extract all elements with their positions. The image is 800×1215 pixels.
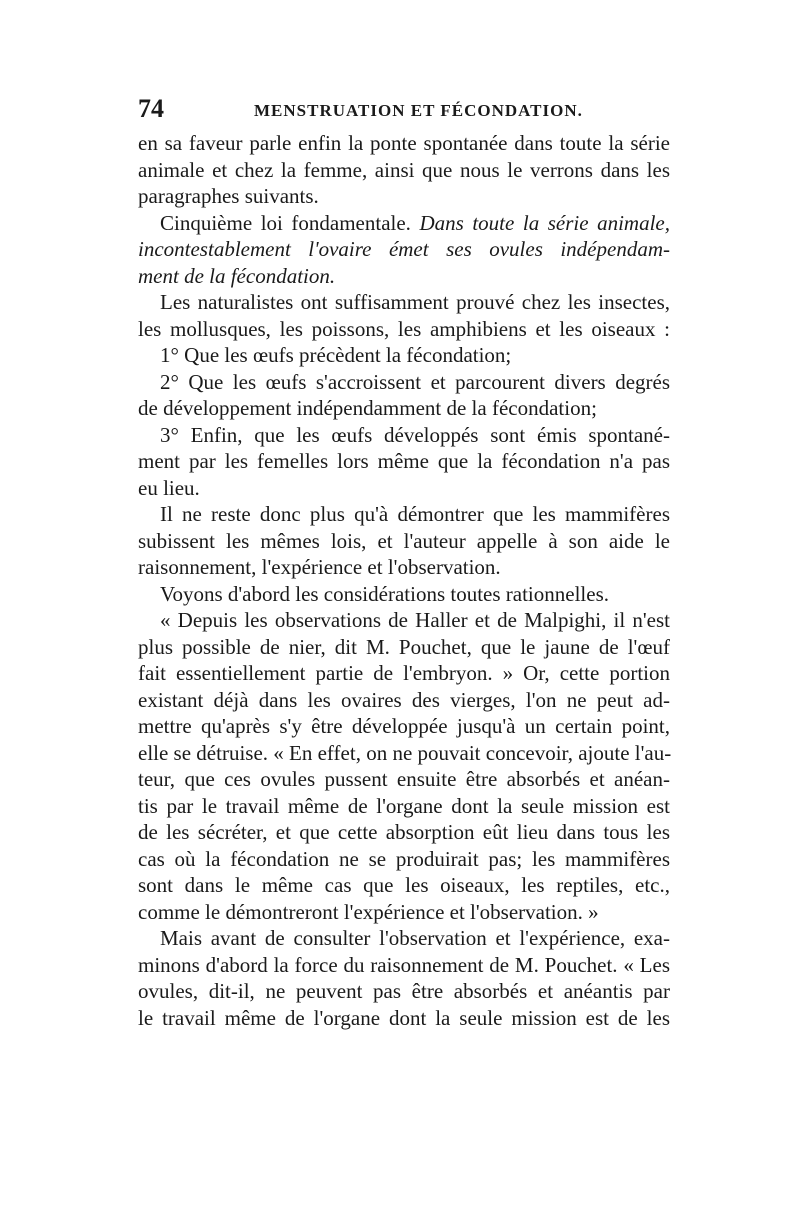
text-line-content: fait essentiellement partie de l'embryon. » Or, cette portion xyxy=(138,661,670,685)
page-header xyxy=(138,94,670,124)
text-line-content: subissent les mêmes lois, et l'auteur appelle à son aide le xyxy=(138,528,670,553)
text-line-content: les mollusques, les poissons, les amphibiens et les oiseaux : xyxy=(138,316,670,341)
text-line xyxy=(138,501,670,528)
text-line-content: le travail même de l'organe dont la seule mission est de les xyxy=(138,1005,670,1030)
text-line xyxy=(138,316,670,343)
text-line-content: ment de la fécondation. xyxy=(138,263,336,288)
text-line xyxy=(138,846,670,873)
text-line-content: animale et chez la femme, ainsi que nous le verrons dans les xyxy=(138,157,670,182)
text-line xyxy=(138,819,670,846)
body-text xyxy=(138,130,670,1031)
text-line xyxy=(138,793,670,820)
text-line-content: tis par le travail même de l'organe dont la seule mission est xyxy=(138,793,670,818)
text-line-content: sont dans le même cas que les oiseaux, les reptiles, etc., xyxy=(138,873,670,897)
text-line xyxy=(138,528,670,555)
text-line xyxy=(138,157,670,184)
text-line-content: elle se détruise. « En effet, on ne pouvait concevoir, ajoute l'au- xyxy=(138,740,672,765)
text-line-content: comme le démontreront l'expérience et l'observation. » xyxy=(138,899,599,924)
text-line xyxy=(138,607,670,634)
text-line-italic: Dans toute la série animale, xyxy=(410,210,671,235)
text-line xyxy=(138,766,670,793)
text-line-content: cas où la fécondation ne se produirait pas; les mammifères xyxy=(138,846,670,871)
text-line xyxy=(138,581,670,608)
text-line-content: de les sécréter, et que cette absorption eût lieu dans tous les xyxy=(138,820,670,844)
text-line xyxy=(138,236,670,263)
text-line-content: de développement indépendamment de la fécondation; xyxy=(138,396,597,420)
text-line-content: incontestablement l'ovaire émet ses ovules indépendam- xyxy=(138,237,670,261)
text-line-content: plus possible de nier, dit M. Pouchet, que le jaune de l'œuf xyxy=(138,634,670,659)
text-line xyxy=(138,263,670,290)
text-line xyxy=(138,899,670,926)
text-line xyxy=(138,634,670,661)
text-line xyxy=(138,872,670,899)
page-number: 74 xyxy=(138,94,164,123)
text-line-content: Il ne reste donc plus qu'à démontrer que les mammifères xyxy=(160,502,670,526)
text-line-content: minons d'abord la force du raisonnement de M. Pouchet. « Les xyxy=(138,952,670,977)
text-line-content: Mais avant de consulter l'observation et l'expérience, exa- xyxy=(160,926,670,950)
text-line-content: ovules, dit-il, ne peuvent pas être absorbés et anéantis par xyxy=(138,979,670,1003)
text-line-content: raisonnement, l'expérience et l'observation. xyxy=(138,555,501,579)
text-line-content: Les naturalistes ont suffisamment prouvé chez les insectes, xyxy=(160,290,670,314)
text-line xyxy=(138,952,670,979)
text-line xyxy=(138,1005,670,1032)
text-line-content: mettre qu'après s'y être développée jusqu'à un certain point, xyxy=(138,714,670,738)
text-line xyxy=(138,130,670,157)
text-line-content: en sa faveur parle enfin la ponte spontanée dans toute la série xyxy=(138,131,670,155)
text-line xyxy=(138,422,670,449)
text-line xyxy=(138,289,670,316)
text-line-content: « Depuis les observations de Haller et de Malpighi, il n'est xyxy=(160,608,670,632)
text-line xyxy=(138,448,670,475)
text-line xyxy=(138,475,670,502)
text-line xyxy=(138,978,670,1005)
text-line-content: eu lieu. xyxy=(138,475,200,500)
text-line xyxy=(138,713,670,740)
text-line-content: existant déjà dans les ovaires des vierges, l'on ne peut ad- xyxy=(138,687,670,712)
text-line-content: 3° Enfin, que les œufs développés sont émis spontané- xyxy=(160,422,670,447)
text-line xyxy=(138,554,670,581)
text-line xyxy=(138,183,670,210)
text-line xyxy=(138,925,670,952)
running-title: MENSTRUATION ET FÉCONDATION. xyxy=(254,101,583,120)
text-line xyxy=(138,369,670,396)
text-line-content: Cinquième loi fondamentale. xyxy=(160,210,411,235)
text-line-content: paragraphes suivants. xyxy=(138,184,319,208)
text-line-content: teur, que ces ovules pussent ensuite être absorbés et anéan- xyxy=(138,767,670,791)
text-line xyxy=(138,687,670,714)
text-line-content: 1° Que les œufs précèdent la fécondation; xyxy=(160,343,512,367)
text-line xyxy=(138,342,670,369)
text-line-content: 2° Que les œufs s'accroissent et parcourent divers degrés xyxy=(160,369,670,394)
text-line xyxy=(138,740,670,767)
text-line xyxy=(138,210,670,237)
text-line xyxy=(138,395,670,422)
text-line-content: Voyons d'abord les considérations toutes rationnelles. xyxy=(160,581,609,606)
text-line xyxy=(138,660,670,687)
text-line-content: ment par les femelles lors même que la fécondation n'a pas xyxy=(138,449,670,473)
